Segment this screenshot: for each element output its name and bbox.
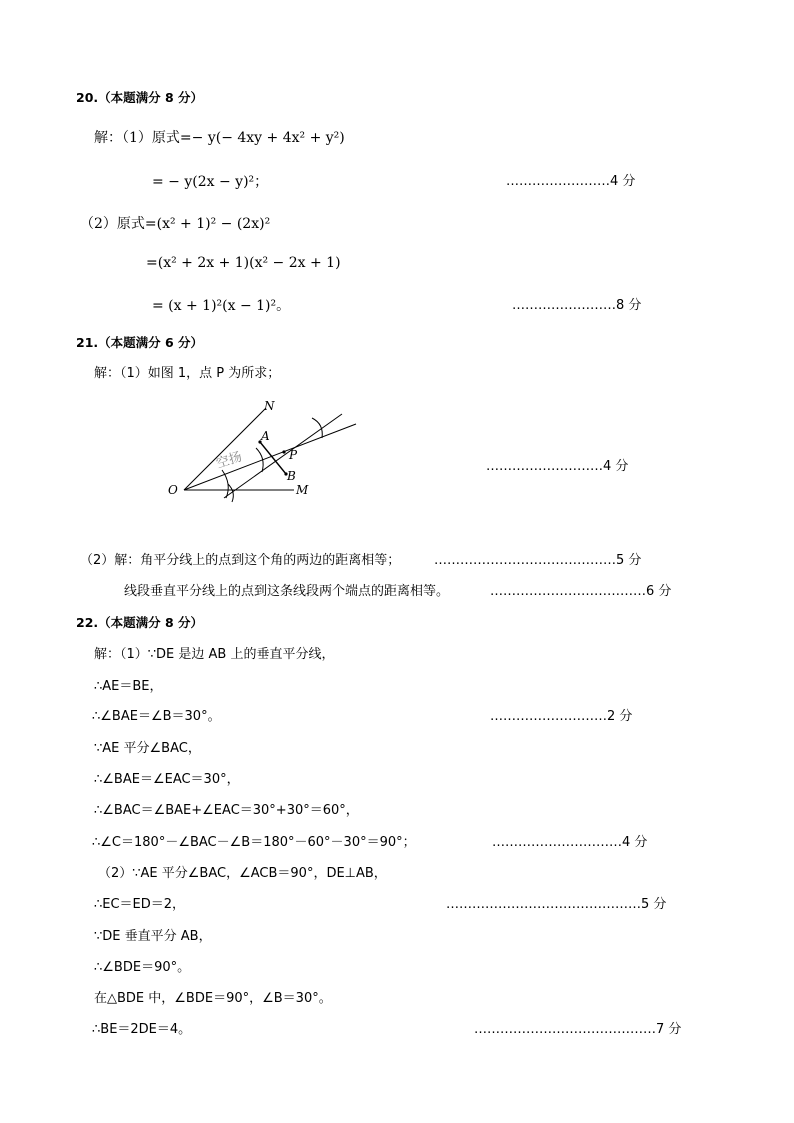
q22-line6: ∴∠BAC＝∠BAE+∠EAC＝30°+30°＝60°， (94, 803, 359, 818)
q22-line4: ∵AE 平分∠BAC， (94, 741, 201, 756)
q21-header: 21.（本题满分 6 分） (76, 335, 204, 350)
q22-line5: ∴∠BAE＝∠EAC＝30°， (94, 772, 240, 787)
q22-score-2: ………………………2 分 (490, 709, 633, 724)
q20-score-8: ……………………8 分 (512, 298, 642, 313)
q22-header: 22.（本题满分 8 分） (76, 615, 204, 630)
q22-line13: ∴BE＝2DE＝4。 (92, 1022, 192, 1037)
watermark: 空扬 (214, 449, 244, 472)
q20-header: 20.（本题满分 8 分） (76, 90, 204, 105)
q22-line11: ∴∠BDE＝90°。 (94, 960, 191, 975)
q21-score-4: ………………………4 分 (486, 459, 629, 474)
q21-line2: （2）解：角平分线上的点到这个角的两边的距离相等； (80, 553, 401, 568)
label-p: P (289, 448, 298, 462)
q20-line4: =(x² + 2x + 1)(x² − 2x + 1) (146, 255, 341, 271)
q21-line1: 解：（1）如图 1，点 P 为所求； (94, 366, 281, 381)
q20-score-4: ……………………4 分 (506, 174, 636, 189)
label-o: O (168, 483, 178, 497)
label-n: N (264, 399, 275, 413)
construction-figure (160, 392, 370, 512)
q22-score-7: ……………………………………7 分 (474, 1022, 682, 1037)
bisector-ray (184, 424, 356, 490)
perpendicular-bisector (224, 414, 342, 498)
arc-high (312, 418, 322, 438)
q22-line3: ∴∠BAE＝∠B＝30°。 (92, 709, 221, 724)
q21-line3: 线段垂直平分线上的点到这条线段两个端点的距离相等。 (124, 584, 450, 599)
q22-score-5: ………………………………………5 分 (446, 897, 667, 912)
q20-line5: = (x + 1)²(x − 1)²。 (152, 298, 291, 314)
q20-line2: = − y(2x − y)²； (152, 174, 269, 190)
q22-line10: ∵DE 垂直平分 AB， (94, 929, 212, 944)
label-m: M (296, 483, 309, 497)
q22-line9: ∴EC＝ED＝2， (94, 897, 186, 912)
q22-score-4: …………………………4 分 (492, 835, 648, 850)
q20-line3: （2）原式=(x² + 1)² − (2x)² (80, 216, 271, 232)
q21-score-6: ………………………………6 分 (490, 584, 672, 599)
label-b: B (287, 469, 296, 483)
q22-line1: 解：（1）∵DE 是边 AB 上的垂直平分线， (94, 647, 335, 662)
q22-line7: ∴∠C＝180°－∠BAC－∠B＝180°－60°－30°＝90°； (92, 835, 416, 850)
q20-line1: 解：（1）原式=− y(− 4xy + 4x² + y²) (94, 130, 345, 146)
q22-line12: 在△BDE 中，∠BDE＝90°，∠B＝30°。 (94, 991, 332, 1006)
q21-score-5: ……………………………………5 分 (434, 553, 642, 568)
arc-o (222, 470, 228, 498)
point-p (282, 450, 285, 453)
q22-line8: （2）∵AE 平分∠BAC，∠ACB＝90°，DE⊥AB， (98, 866, 387, 881)
q22-line2: ∴AE＝BE， (94, 679, 163, 694)
label-a: A (261, 429, 270, 443)
ray-on (184, 408, 266, 490)
